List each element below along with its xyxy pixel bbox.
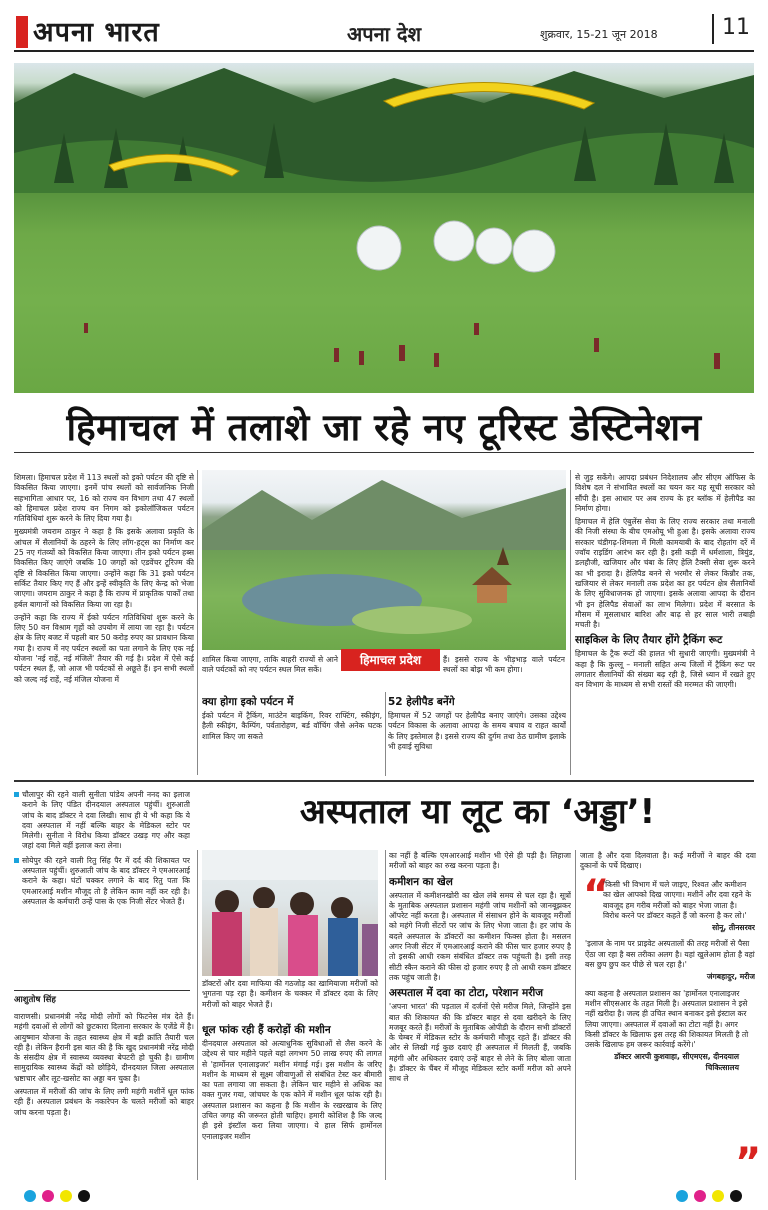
story1-column-4 (575, 473, 755, 775)
registration-dot (676, 1190, 688, 1202)
paragraph: हिमाचल में 52 जगहों पर हेलीपैड बनाए जाएंगे। उसका उद्देश्य पर्यटन विकास के अलावा आपदा के समय बचाव व राहत कार्यों के लिए इस्तेमाल है। इससे राज्य की दुर्गम तथा ठेठ ग्रामीण इलाके भी हवाई सुविधा (388, 711, 566, 751)
story2-column-3 (389, 851, 571, 1180)
newspaper-logo: अपना भारत (33, 17, 160, 48)
paragraph: उन्होंने कहा कि राज्य में ईको पर्यटन गतिविधियां शुरू करने के लिए 50 वन विश्राम गृहों को उपयोग में लाया जा रहा है। पर्यटन क्षेत्र के लिए बजट में पहली बार 50 करोड़ रुपए का प्रावधान किया गया है। राज्य में नए पर्यटन स्थलों का पता लगाने के लिए एक नई योजना 'नई राहें, नई मंजिलें' तैयार की गई है। प्रदेश में ऐसे कई पर्यटन स्थल हैं, जो आज भी पर्यटकों से अछूते हैं। इन सभी स्थलों को जल्द नई राहें, नई मंजिल योजना में (14, 612, 194, 684)
paragraph: हैं। इससे राज्य के भीड़भाड़ वाले पर्यटन स्थलों का बोझ भी कम होगा। (443, 655, 565, 675)
quote-author: जंगबहादुर, मरीज (706, 972, 755, 982)
paragraph: अस्पताल में कमीशनखोरी का खेल लंबे समय से चल रहा है। सूत्रों के मुताबिक अस्पताल प्रशासन महंगी जांच मशीनों को जानबूझकर ऑपरेट नहीं करता है। अस्पताल में संसाधन होने के बावजूद मरीजों को महंगे निजी सेंटरों पर जांच के लिए भेजा जाता है। हर जांच के बदले अस्पताल के डॉक्टरों का कमीशन फिक्स होता है। मसलन अगर निजी सेंटर में एमआरआई कराने की फीस चार हजार रुपए है तो इसकी आधी रकम संबंधित डॉक्टर तक पहुंचती है। इसी तरह सीटी स्कैन कराने की फीस दो हजार रुपए है तो आधी रकम डॉक्टर तक पहुंच जाती है। (389, 890, 571, 982)
quotes-box (585, 880, 755, 1180)
paragraph: ईको पर्यटन में ट्रैकिंग, माउंटेन बाइकिंग, रिवर राफ्टिंग, स्कीइंग, हैली स्कीइंग, कैम्पिंग, पर्वतारोहण, बर्ड वॉचिंग जैसे अनेक घटक शामिल किए जा सकते (202, 711, 382, 741)
paragraph: हिमाचल के ट्रैक रूटों की हालत भी सुधारी जाएगी। मुख्यमंत्री ने कहा है कि कुल्लू – मनाली सहित अन्य जिलों में ट्रैकिंग रूट पर लगातार सैलानियों की संख्या बढ़ रही है, जिसे ध्यान में रखते हुए वन विभाग के माध्यम से सभी रास्तों की मरम्मत की जाएगी। (575, 649, 755, 690)
photo-illustration (14, 63, 754, 393)
story1-caption-1: शामिल किया जाएगा, ताकि बाहरी राज्यों से आने वाले पर्यटकों को नए पर्यटन स्थल मिल सकें। (202, 655, 338, 675)
column-divider (197, 470, 198, 775)
column-divider (385, 692, 386, 776)
column-divider (385, 850, 386, 1180)
story2-column-2 (202, 1020, 382, 1180)
story-divider (14, 780, 754, 782)
case-item: सोयेपुर की रहने वाली रितु सिंह पैर में दर्द की शिकायत पर अस्पताल पहुंचीं। शुरुआती जांच के बाद डॉक्टर ने एमआरआई कराने के कहा। घंटों चक्कर लगाने के बाद रितु पता कि एमआरआई मशीन मौजूद तो है लेकिन काम नहीं कर रही है। अस्पताल के कर्मचारी उन्हें पास के एक निजी सेंटर भेजते हैं। (14, 856, 190, 907)
column-divider (197, 850, 198, 1180)
quote-author: डॉक्टर आरपी कुशवाहा, सीएमएस, दीनदयाल चिकित्सालय (614, 1052, 739, 1072)
column-divider (575, 850, 576, 1180)
issue-date: शुक्रवार, 15-21 जून 2018 (540, 28, 658, 41)
quote-text: क्या कहना है अस्पताल प्रशासन का 'हार्मोनल एनालाइजर मशीन सीएसआर के तहत मिली है। अस्पताल प्रशासन ने इसे नहीं खरीदा है। जल्द ही उचित स्थान बनाकर इसे इंस्टाल कर लिया जाएगा। अस्पताल में दवाओं का टोटा नहीं है। अगर किसी डॉक्टर के खिलाफ इस तरह की शिकायत मिलती है तो उसके खिलाफ हम जरूर कार्रवाई करेंगे।' (585, 988, 749, 1050)
story1-column-1 (14, 473, 194, 775)
paragliding-meadow-photo (14, 63, 754, 393)
paragraph: से जुड़ सकेंगे। आपदा प्रबंधन निदेशालय और सीएम ऑफिस के विशेष दल ने संभावित स्थलों का चयन कर यह सूची सरकार को सौंपी है। इस आधार पर अब राज्य के हर ब्लॉक में हेलीपैड का निर्माण होगा। (575, 473, 755, 513)
subheading: साइकिल के लिए तैयार होंगे ट्रैकिंग रूट (575, 634, 723, 647)
byline: आशुतोष सिंह (14, 995, 56, 1005)
paragraph: अस्पताल में मरीजों की जांच के लिए लगी महंगी मशीनें धूल फांक रही हैं। अस्पताल प्रबंधन के नकारेपन के चलते मरीजों को बाहर जांच करना पड़ता है। (14, 1087, 194, 1117)
open-quote-icon: “ (583, 872, 610, 918)
paragraph: वाराणसी। प्रधानमंत्री नरेंद्र मोदी लोगों को फिटनेस मंत्र देते हैं। महंगी दवाओं से लोगों को छुटकारा दिलाना सरकार के एजेंडे में है। आयुष्मान योजना के तहत स्वास्थ्य क्षेत्र में बड़ी क्रांति तैयारी चल रही है। लेकिन हैरानी इस बात की है कि खुद प्रधानमंत्री नरेंद्र मोदी के संसदीय क्षेत्र में स्वास्थ्य व्यवस्था बेपटरी हो चुकी है। ग्रामीण सामुदायिक स्वास्थ्य केंद्रों को छोड़िये, दीनदयाल जिला अस्पताल भ्रष्टाचार और लूट-खसोट का अड्डा बन चुका है। (14, 1012, 194, 1083)
masthead-rule (14, 50, 754, 52)
inset-caption: डॉक्टरों और दवा माफिया की गठजोड़ का खामियाजा मरीजों को भुगतना पड़ रहा है। कमीशन के चक्कर में डॉक्टर दवा के लिए मरीजों को बाहर भेजते हैं। (202, 979, 378, 1009)
photo-illustration (202, 470, 566, 650)
registration-dot (78, 1190, 90, 1202)
story1-caption-2 (443, 655, 565, 691)
story1-column-3 (388, 692, 566, 776)
main-headline: हिमाचल में तलाशे जा रहे नए टूरिस्ट डेस्टिनेशन (66, 406, 702, 449)
paragraph: 'अपना भारत' की पड़ताल में दर्जनों ऐसे मरीज मिले, जिन्होंने इस बात की शिकायत की कि डॉक्टर बाहर से दवा खरीदने के लिए मजबूर करते हैं। मरीजों के मुताबिक ओपीडी के दौरान सभी डॉक्टरों के चेम्बर में मेडिकल स्टोर के कर्मचारी मौजूद रहते हैं। डॉक्टर की ओर से लिखी गई कुछ दवाएं ही अस्पताल में मिलती हैं, जबकि महंगी और अधिकतर दवाएं उन्हें बाहर से लेने के लिए बोला जाता है। डॉक्टर के चैंबर में मौजूद मेडिकल स्टोर कर्मी मरीज को अपने साथ ले (389, 1002, 571, 1084)
case-item: चौलापुर की रहने वाली सुनीता पांडेय अपनी ननद का इलाज कराने के लिए पंडित दीनदयाल अस्पताल पहुंचीं। शुरुआती जांच के बाद डॉक्टर ने दवा लिखी। साथ ही ये भी कहा कि ये दवा अस्पताल में नहीं बल्कि बाहर के मेडिकल स्टोर पर मिलेगी। सुनीता ने विरोध किया डॉक्टर उखड़ गए और कहा जहां दवा मिले वहीं इलाज करा लेना। (14, 790, 190, 852)
patient-cases-box (14, 790, 190, 985)
section-title: अपना देश (346, 22, 422, 46)
registration-dot (712, 1190, 724, 1202)
registration-dot (694, 1190, 706, 1202)
second-headline: अस्पताल या लूट का ‘अड्डा’! (299, 792, 656, 832)
paragraph: दीनदयाल अस्पताल को अत्याधुनिक सुविधाओं से लैस करने के उद्देश्य से चार महीने पहले यहां लगभग 50 लाख रुपए की लागत से 'हार्मोनल एनालाइजर' मशीन मंगाई गई। इस मशीन के जरिए मशीन के माध्यम से सूक्ष्म जीवाणुओं से संबंधित टेस्ट कर बीमारी का पता लगाया जा सकता है। लेकिन चार महीने से अधिक का वक्त गुजर गया, जांचघर के एक कोने में मशीन धूल फांक रही है। अस्पताल प्रशासन का कहना है कि मशीन के रखरखाव के लिए उचित जगह की जरूरत होती चाहिए। हमारी कोशिश है कि जल्द ही इसे इंस्टॉल करा लिया जाएगा। ये हाल सिर्फ हार्मोनल एनालाइजर मशीन (202, 1039, 382, 1141)
registration-dot (60, 1190, 72, 1202)
paragraph: हिमाचल में हेलि एंबुलेंस सेवा के लिए राज्य सरकार तथा मनाली की निजी संस्था के बीच एमओयू भी हुआ है। इसके अलावा राज्य सरकार चंडीगढ़-शिमला में मिली कामयाबी के बाद रोहतांग दर्रे में ज्वॉय राइडिंग आरंभ कर रही है। इसी कड़ी में धर्मशाला, त्रियुंड, डलहौजी, खजियार और चंबा के लिए हेलि टैक्सी सेवा शुरू करने का भी इरादा है। हेलिपैड बनने से भरमौर से लेकर किन्नौर तक, खजियार से लेकर मनाली तक प्रदेश का हर पर्यटन क्षेत्र सैलानियों के लिए सुविधाजनक हो जाएगा। इसके अलावा आपदा के दौरान भी इन हेलिपैड सेवाओं का लाभ मिलेगा। प्रदेश में बरसात के मौसम में मूसलाधार बारिश और बाढ़ से हर साल भारी तबाही मचती है। (575, 517, 755, 630)
page-number: 11 (722, 15, 750, 40)
paragraph: मुख्यमंत्री जयराम ठाकुर ने कहा है कि इसके अलावा प्रकृति के आंचल में सैलानियों के ठहरने के लिए लॉग-हट्स का निर्माण कर 25 नए गंतव्यों को विकसित किया जाएगा। तीन इको पर्यटन हब्स विकसित किए जाएंगे जबकि 10 जगहों को एडवेंचर टूरिज्म की दृष्टि से विकसित किया जाएगा। उन्होंने कहा कि 31 इको पर्यटन सर्किट तैयार किए गए हैं और इन्हें स्वीकृति के लिए केन्द्र को भेजा जाएगा। जयराम ठाकुर ने कहा है कि राज्य में प्राकृतिक पार्कों तथा हर्बल बागानों को विकसित किया जा रहा है। (14, 527, 194, 609)
quote-text: 'इलाज के नाम पर प्राइवेट अस्पतालों की तरह मरीजों से पैसा ऐंठा जा रहा है बस तरीका अलग है। यहां खुलेआम होता है वहां बस छुप छुप कर पीछे से चल रहा है।' (585, 939, 755, 970)
close-quote-icon: ” (735, 1140, 762, 1186)
photo-illustration (202, 850, 378, 976)
column-divider (570, 470, 571, 775)
headline-rule (14, 452, 754, 453)
region-tag: हिमाचल प्रदेश (341, 649, 440, 671)
quote-text: 'किसी भी विभाग में चले जाइए, रिश्वत और कमीशन का खेल आपको दिख जाएगा। मशीनें और दवा रहने के बावजूद हम गरीब मरीजों को बाहर भेजा जाता है। विरोध करने पर डॉक्टर कहते हैं जो करना है कर लो।' (603, 880, 752, 920)
registration-dot (24, 1190, 36, 1202)
subheading: धूल फांक रही हैं करोड़ों की मशीन (202, 1024, 331, 1036)
paragraph: जाता है और दवा दिलवाता है। कई मरीजों ने बाहर की दवा दुकानों के पर्चे दिखाए। (580, 851, 756, 871)
page-number-bar (712, 14, 714, 44)
paragraph: का नहीं है बल्कि एमआरआई मशीन भी ऐसे ही पड़ी है। लिहाजा मरीजों को बाहर का रुख करना पड़ता है। (389, 851, 571, 871)
subheading: क्या होगा इको पर्यटन में (202, 696, 294, 708)
subheading: कमीशन का खेल (389, 875, 453, 888)
subheading: 52 हेलीपैड बनेंगे (388, 696, 455, 708)
story1-column-2 (202, 692, 382, 776)
registration-dot (730, 1190, 742, 1202)
story2-column-1 (14, 1012, 194, 1180)
subheading: अस्पताल में दवा का टोटा, परेशान मरीज (389, 987, 544, 1000)
registration-dot (42, 1190, 54, 1202)
box-rule (14, 990, 190, 991)
quote-author: सोनू, तीनसरवर (712, 923, 755, 933)
paragraph: शिमला। हिमाचल प्रदेश में 113 स्थलों को इको पर्यटन की दृष्टि से विकसित किया जाएगा। इनमें पांच स्थलों को सार्वजनिक निजी सहभागिता आधार पर, 16 को राज्य वन विभाग तथा 47 स्थलों को हिमाचल प्रदेश राज्य वन निगम को इकोलॉजिकल पर्यटन गतिविधियां शुरू करने के लिए दिया गया है। (14, 473, 194, 524)
lake-meadow-photo (202, 470, 566, 650)
hospital-patients-photo (202, 850, 378, 976)
